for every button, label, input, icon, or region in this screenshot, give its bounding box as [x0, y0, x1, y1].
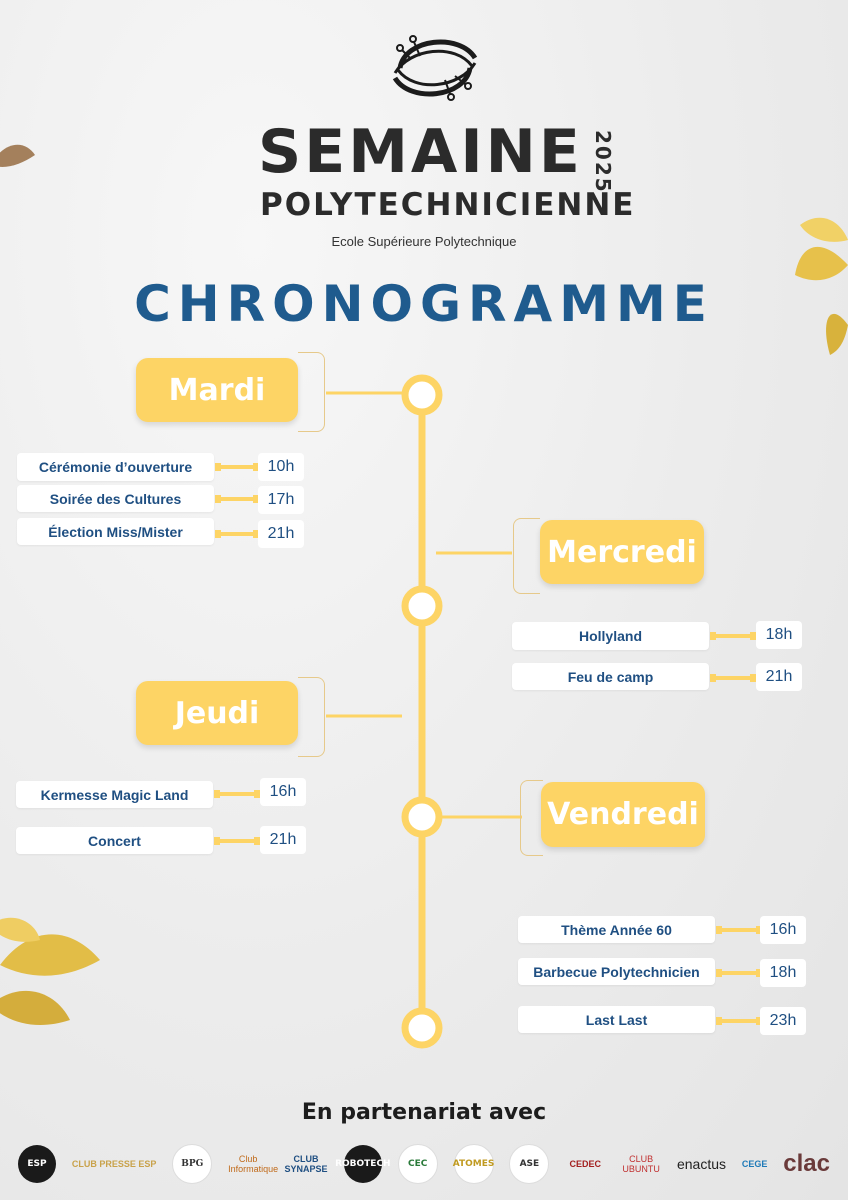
- event-label: Soirée des Cultures: [17, 485, 214, 512]
- event-label: Concert: [16, 827, 213, 854]
- title-semaine: SEMAINE: [258, 117, 583, 187]
- event-time: 23h: [760, 1007, 806, 1035]
- event-time: 18h: [756, 621, 802, 649]
- partner-logo: Club Informatique: [228, 1154, 279, 1174]
- event-connector: [215, 792, 259, 796]
- event-connector: [717, 1019, 761, 1023]
- event-connector: [215, 839, 259, 843]
- partners-title: En partenariat avec: [301, 1100, 547, 1125]
- event-connector: [717, 971, 761, 975]
- title-polytechnicienne: POLYTECHNICIENNE: [260, 187, 636, 223]
- event-time: 21h: [260, 826, 306, 854]
- school-name: Ecole Supérieure Polytechnique: [331, 234, 517, 249]
- event-time: 21h: [756, 663, 802, 691]
- event-connector: [711, 634, 755, 638]
- event-label: Barbecue Polytechnicien: [518, 958, 715, 985]
- day-jeudi: Jeudi: [136, 681, 298, 745]
- partner-logo: BPG: [172, 1144, 212, 1184]
- day-mercredi: Mercredi: [540, 520, 704, 584]
- event-time: 16h: [760, 916, 806, 944]
- partner-logo: ROBOTECH: [344, 1145, 382, 1183]
- partner-logo: CEGE: [741, 1159, 768, 1169]
- event-label: Last Last: [518, 1006, 715, 1033]
- day-vendredi: Vendredi: [541, 782, 705, 847]
- timeline-node-end: [405, 1011, 439, 1045]
- partner-logo: ATOMES: [454, 1144, 494, 1184]
- event-time: 21h: [258, 520, 304, 548]
- partner-logo: CEDEC: [569, 1159, 602, 1169]
- partner-logo: ESP: [18, 1145, 56, 1183]
- day-bracket: [513, 518, 540, 594]
- event-label: Thème Année 60: [518, 916, 715, 943]
- event-label: Cérémonie d’ouverture: [17, 453, 214, 481]
- partner-logo: CLUB PRESSE ESP: [71, 1159, 157, 1169]
- event-time: 17h: [258, 486, 304, 514]
- partner-logo: clac: [783, 1150, 830, 1177]
- timeline-node-vendredi: [405, 800, 439, 834]
- event-label: Feu de camp: [512, 663, 709, 690]
- partner-logos: [18, 1140, 830, 1188]
- event-connector: [711, 676, 755, 680]
- day-bracket: [520, 780, 543, 856]
- event-time: 10h: [258, 453, 304, 481]
- event-connector: [717, 928, 761, 932]
- day-bracket: [298, 677, 325, 757]
- partner-logo: enactus: [676, 1156, 727, 1172]
- event-label: Kermesse Magic Land: [16, 781, 213, 808]
- day-mardi: Mardi: [136, 358, 298, 422]
- partner-logo: ASE: [509, 1144, 549, 1184]
- title-year: 2025: [591, 130, 615, 194]
- event-connector: [216, 532, 258, 536]
- event-label: Hollyland: [512, 622, 709, 650]
- day-bracket: [298, 352, 325, 432]
- timeline-node-mercredi: [405, 589, 439, 623]
- timeline-node-mardi: [405, 378, 439, 412]
- page-title: CHRONOGRAMME: [134, 275, 714, 333]
- event-time: 18h: [760, 959, 806, 987]
- partner-logo: CLUB UBUNTU: [622, 1154, 660, 1174]
- partner-logo: CEC: [398, 1144, 438, 1184]
- partner-logo: CLUB SYNAPSE: [284, 1154, 328, 1174]
- event-connector: [216, 465, 258, 469]
- event-connector: [216, 497, 258, 501]
- event-time: 16h: [260, 778, 306, 806]
- event-label: Élection Miss/Mister: [17, 518, 214, 545]
